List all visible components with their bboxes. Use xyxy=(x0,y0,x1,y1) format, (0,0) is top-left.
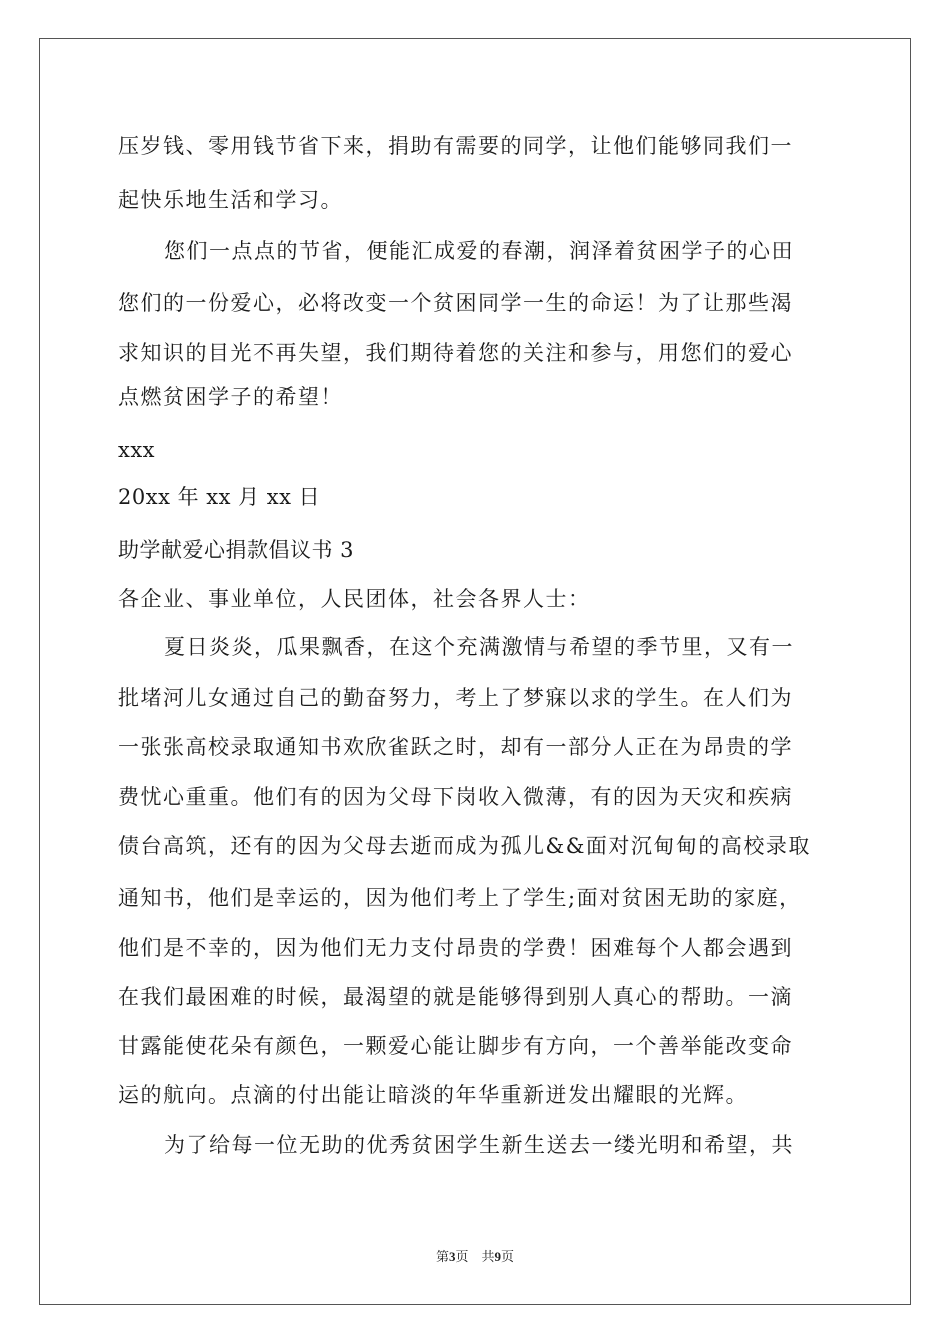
salutation: 各企业、事业单位，人民团体，社会各界人士： xyxy=(118,587,591,611)
paragraph-line: 为了给每一位无助的优秀贫困学生新生送去一缕光明和希望，共 xyxy=(164,1133,794,1157)
page-border xyxy=(39,38,911,1305)
footer-prefix: 第 xyxy=(435,1249,449,1264)
paragraph-line: 他们是不幸的，因为他们无力支付昂贵的学费！困难每个人都会遇到 xyxy=(118,936,793,960)
footer-total-pages: 9 xyxy=(494,1249,501,1264)
paragraph-line: 您们一点点的节省，便能汇成爱的春潮，润泽着贫困学子的心田 xyxy=(164,239,794,263)
paragraph-line: 求知识的目光不再失望，我们期待着您的关注和参与，用您们的爱心 xyxy=(118,341,793,365)
paragraph-line: 一张张高校录取通知书欢欣雀跃之时，却有一部分人正在为昂贵的学 xyxy=(118,735,793,759)
paragraph-line: 点燃贫困学子的希望！ xyxy=(118,385,343,409)
paragraph-line: 债台高筑，还有的因为父母去逝而成为孤儿&&面对沉甸甸的高校录取 xyxy=(118,834,811,858)
paragraph-line: 运的航向。点滴的付出能让暗淡的年华重新迸发出耀眼的光辉。 xyxy=(118,1083,748,1107)
footer-mid: 页 共 xyxy=(455,1249,495,1264)
paragraph-line: 夏日炎炎，瓜果飘香，在这个充满激情与希望的季节里，又有一 xyxy=(164,635,794,659)
footer-suffix: 页 xyxy=(501,1249,515,1264)
paragraph-line: 甘露能使花朵有颜色，一颗爱心能让脚步有方向，一个善举能改变命 xyxy=(118,1034,793,1058)
footer-current-page: 3 xyxy=(448,1249,456,1264)
paragraph-line: 您们的一份爱心，必将改变一个贫困同学一生的命运！为了让那些渴 xyxy=(118,291,793,315)
paragraph-line: 压岁钱、零用钱节省下来，捐助有需要的同学，让他们能够同我们一 xyxy=(118,134,793,158)
signature-date: 20xx 年 xx 月 xx 日 xyxy=(118,485,321,509)
section-title: 助学献爱心捐款倡议书 3 xyxy=(118,538,355,562)
paragraph-line: 在我们最困难的时候，最渴望的就是能够得到别人真心的帮助。一滴 xyxy=(118,985,793,1009)
signature-name: xxx xyxy=(118,438,156,462)
page-footer xyxy=(0,1248,950,1266)
paragraph-line: 通知书，他们是幸运的，因为他们考上了学生;面对贫困无助的家庭， xyxy=(118,886,802,910)
paragraph-line: 起快乐地生活和学习。 xyxy=(118,188,343,212)
paragraph-line: 批堵河儿女通过自己的勤奋努力，考上了梦寐以求的学生。在人们为 xyxy=(118,686,793,710)
paragraph-line: 费忧心重重。他们有的因为父母下岗收入微薄，有的因为天灾和疾病 xyxy=(118,785,793,809)
